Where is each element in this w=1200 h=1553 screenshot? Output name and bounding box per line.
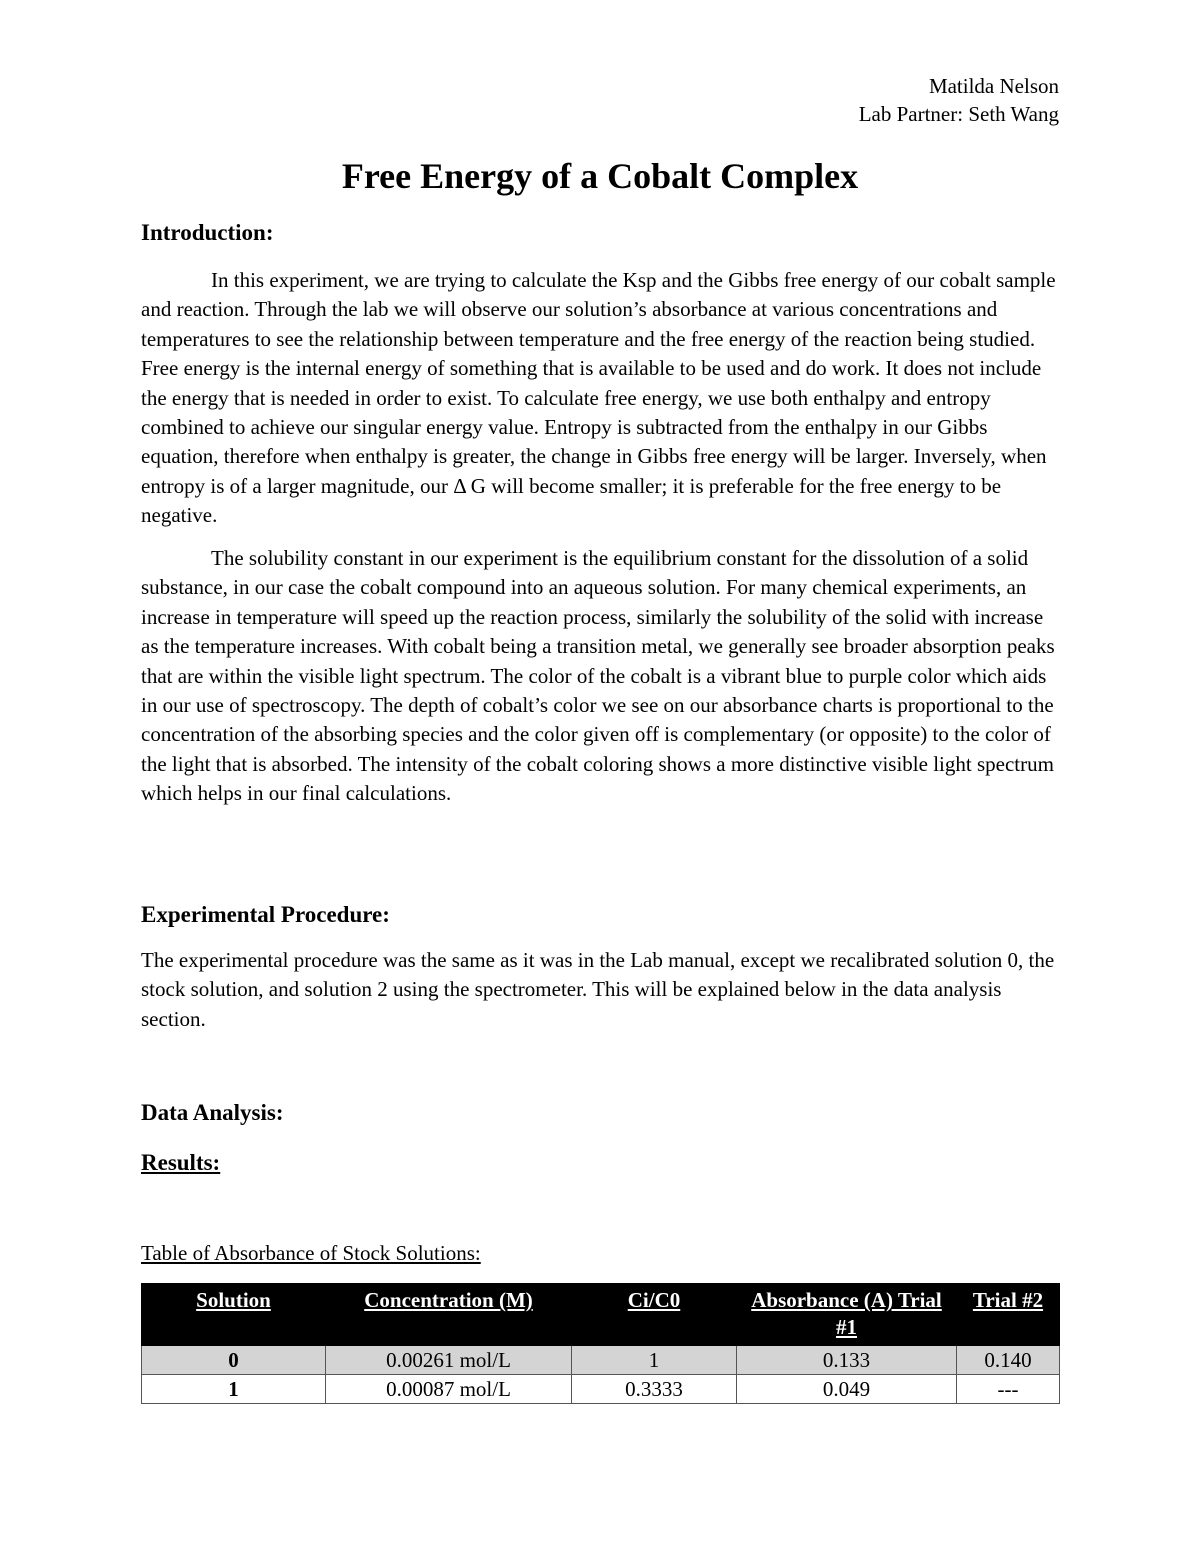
header-ci-c0: Ci/C0 [572, 1284, 737, 1346]
author-name: Matilda Nelson [928, 74, 1059, 98]
table-row [142, 1346, 1060, 1375]
lab-partner: Lab Partner: Seth Wang [858, 102, 1059, 126]
table-caption: Table of Absorbance of Stock Solutions: [141, 1241, 481, 1265]
cell-trial-2: 0.140 [957, 1346, 1060, 1375]
introduction-paragraph-2 [141, 544, 1059, 809]
introduction-heading: Introduction: [141, 220, 274, 245]
cell-ci-c0: 1 [572, 1346, 737, 1375]
table-row [142, 1375, 1060, 1404]
cell-concentration: 0.00087 mol/L [326, 1375, 572, 1404]
data-analysis-heading: Data Analysis: [141, 1100, 284, 1125]
header-solution: Solution [142, 1284, 326, 1346]
introduction-paragraph-2-text: The solubility constant in our experiment is the equilibrium constant for the dissolution of a solid substance, in our case the cobalt compound into an aqueous solution. For many chemical experiments, an increase in temperature will speed up the reaction process, similarly the solubility of the solid with increase as the temperature increases. With cobalt being a transition metal, we generally see broader absorption peaks that are within the visible light spectrum. The color of the cobalt is a vibrant blue to purple color which aids in our use of spectroscopy. The depth of cobalt’s color we see on our absorbance charts is proportional to the concentration of the absorbing species and the color given off is complementary (or opposite) to the color of the light that is absorbed. The intensity of the cobalt coloring shows a more distinctive visible light spectrum which helps in our final calculations. [141, 546, 1055, 806]
author-block [859, 72, 1059, 128]
header-concentration: Concentration (M) [326, 1284, 572, 1346]
document-title: Free Energy of a Cobalt Complex [341, 156, 859, 196]
procedure-paragraph: The experimental procedure was the same as it was in the Lab manual, except we recalibrated solution 0, the stock solution, and solution 2 using the spectrometer. This will be explained below in the data analysis section. [141, 948, 1055, 1031]
cell-ci-c0: 0.3333 [572, 1375, 737, 1404]
cell-absorbance-trial-1: 0.133 [737, 1346, 957, 1375]
cell-solution: 0 [142, 1346, 326, 1375]
procedure-heading: Experimental Procedure: [141, 902, 390, 927]
results-heading: Results: [141, 1150, 221, 1175]
introduction-paragraph-1-text: In this experiment, we are trying to calculate the Ksp and the Gibbs free energy of our cobalt sample and reaction. Through the lab we will observe our solution’s absorbance at various concentrations and temperatures to see the relationship between temperature and the free energy of the reaction being studied. Free energy is the internal energy of something that is available to be used and do work. It does not include the energy that is needed in order to exist. To calculate free energy, we use both enthalpy and entropy combined to achieve our singular energy value. Entropy is subtracted from the enthalpy in our Gibbs equation, therefore when enthalpy is greater, the change in Gibbs free energy will be larger. Inversely, when entropy is of a larger magnitude, our Δ G will become smaller; it is preferable for the free energy to be negative. [141, 268, 1056, 528]
absorbance-table [141, 1283, 1060, 1404]
introduction-paragraph-1 [141, 266, 1059, 531]
cell-trial-2: --- [957, 1375, 1060, 1404]
cell-solution: 1 [142, 1375, 326, 1404]
cell-absorbance-trial-1: 0.049 [737, 1375, 957, 1404]
cell-concentration: 0.00261 mol/L [326, 1346, 572, 1375]
header-trial-2: Trial #2 [957, 1284, 1060, 1346]
table-header-row [142, 1284, 1060, 1346]
header-absorbance-trial-1: Absorbance (A) Trial #1 [737, 1284, 957, 1346]
